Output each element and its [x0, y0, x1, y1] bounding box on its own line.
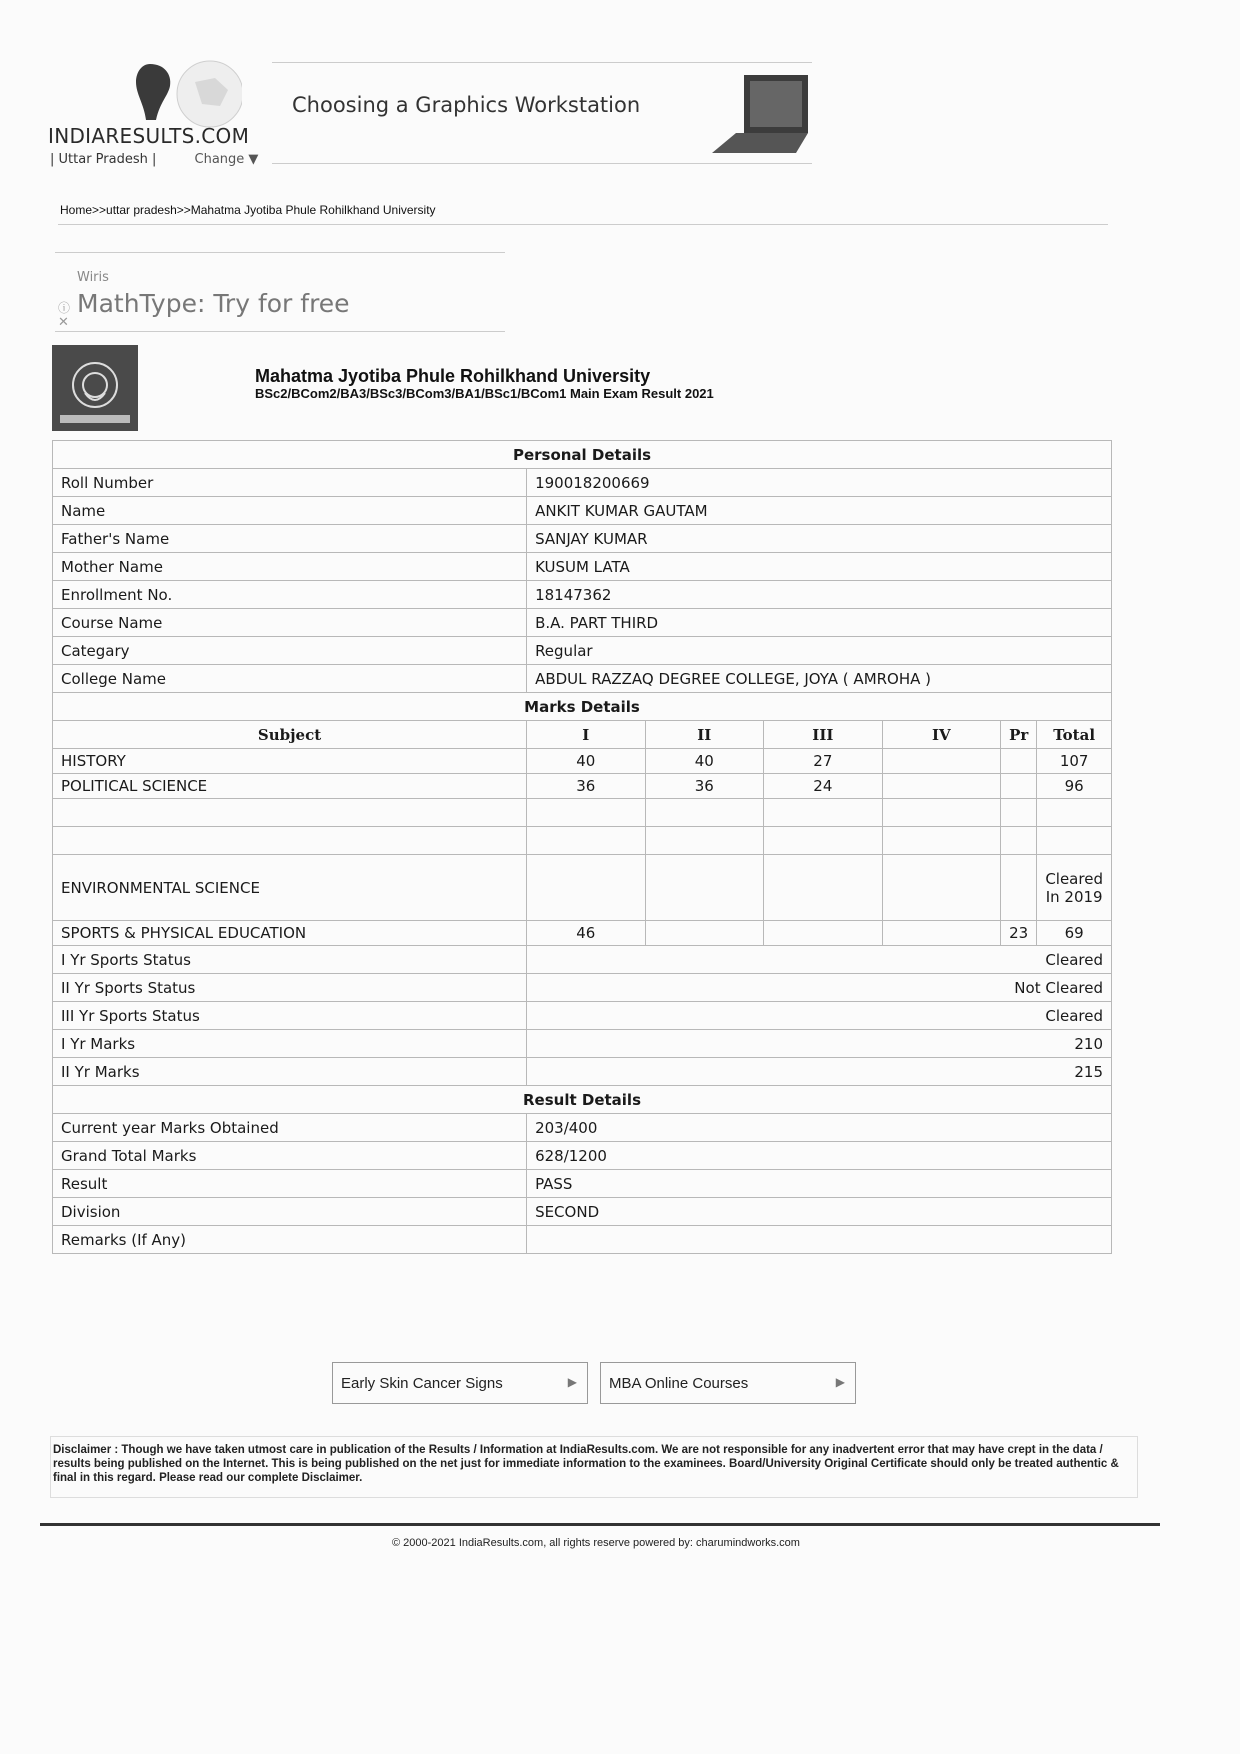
marks-cell [882, 827, 1001, 855]
field-value: KUSUM LATA [527, 553, 1112, 581]
column-header: I [527, 721, 646, 749]
marks-cell: 27 [764, 749, 883, 774]
link-mba-online[interactable] [600, 1362, 856, 1404]
logo-text: INDIARESULTS.COM [48, 124, 250, 148]
status-row [53, 974, 1112, 1002]
ad-banner-text: Choosing a Graphics Workstation [292, 93, 641, 117]
marks-cell [645, 855, 764, 921]
field-label: III Yr Sports Status [53, 1002, 527, 1030]
university-logo-icon [52, 345, 138, 431]
column-header: III [764, 721, 883, 749]
marks-cell [1001, 774, 1037, 799]
field-value: 203/400 [527, 1114, 1112, 1142]
field-label: II Yr Marks [53, 1058, 527, 1086]
ad-title[interactable]: MathType: Try for free [77, 289, 350, 318]
marks-cell [1001, 799, 1037, 827]
field-value: ABDUL RAZZAQ DEGREE COLLEGE, JOYA ( AMROHA ) [527, 665, 1112, 693]
field-label: Division [53, 1198, 527, 1226]
marks-cell [882, 749, 1001, 774]
marks-cell [1001, 827, 1037, 855]
marks-cell [764, 827, 883, 855]
field-value: 215 [527, 1058, 1112, 1086]
marks-cell: 24 [764, 774, 883, 799]
personal-details-heading-row [53, 441, 1112, 469]
marks-cell [1037, 799, 1112, 827]
laptop-icon [692, 69, 812, 157]
field-label: I Yr Marks [53, 1030, 527, 1058]
result-row [53, 1198, 1112, 1226]
field-label: College Name [53, 665, 527, 693]
field-value: 628/1200 [527, 1142, 1112, 1170]
marks-cell [527, 799, 646, 827]
column-header: II [645, 721, 764, 749]
result-details-heading: Result Details [53, 1086, 1112, 1114]
disclaimer [50, 1436, 1138, 1498]
marks-cell [645, 921, 764, 946]
result-table [52, 440, 1112, 1254]
personal-row [53, 497, 1112, 525]
field-label: I Yr Sports Status [53, 946, 527, 974]
field-value: ANKIT KUMAR GAUTAM [527, 497, 1112, 525]
personal-row [53, 469, 1112, 497]
marks-cell [882, 799, 1001, 827]
close-icon[interactable]: ✕ [58, 315, 69, 330]
field-label: Current year Marks Obtained [53, 1114, 527, 1142]
result-row [53, 1114, 1112, 1142]
column-header: IV [882, 721, 1001, 749]
subject-name: ENVIRONMENTAL SCIENCE [53, 855, 527, 921]
field-value: Cleared [527, 1002, 1112, 1030]
footer-copyright: © 2000-2021 IndiaResults.com, all rights reserve powered by: charumindworks.com [392, 1537, 800, 1549]
state-label: | Uttar Pradesh | [50, 152, 157, 167]
status-row [53, 1002, 1112, 1030]
field-label: II Yr Sports Status [53, 974, 527, 1002]
marks-cell [764, 921, 883, 946]
marks-cell [764, 799, 883, 827]
subject-name [53, 799, 527, 827]
marks-cell [645, 827, 764, 855]
ad-mathtype[interactable] [55, 252, 505, 332]
marks-row [53, 749, 1112, 774]
disclaimer-text: Though we have taken utmost care in publication of the Results / Information at IndiaResults.com. We are not responsible for any inadvertent error that may have crept in the data / results being published on the Internet. This is being published on the net just for immediate information to the examinees. Board/University Original Certificate should only be treated authentic & final in this regard. Please read our complete Disclaimer. [53, 1444, 1119, 1484]
university-name: Mahatma Jyotiba Phule Rohilkhand University [255, 366, 651, 386]
empty-row [53, 827, 1112, 855]
personal-row [53, 637, 1112, 665]
field-value: B.A. PART THIRD [527, 609, 1112, 637]
personal-row [53, 665, 1112, 693]
marks-cell [1001, 749, 1037, 774]
marks-cell: 69 [1037, 921, 1112, 946]
field-label: Mother Name [53, 553, 527, 581]
status-row [53, 946, 1112, 974]
empty-row [53, 799, 1112, 827]
result-row [53, 1170, 1112, 1198]
field-label: Enrollment No. [53, 581, 527, 609]
result-row [53, 1226, 1112, 1254]
field-value: SECOND [527, 1198, 1112, 1226]
site-logo[interactable] [48, 58, 259, 168]
marks-cell: 96 [1037, 774, 1112, 799]
personal-row [53, 553, 1112, 581]
marks-row [53, 774, 1112, 799]
field-value: 210 [527, 1030, 1112, 1058]
result-row [53, 1142, 1112, 1170]
link-label: Early Skin Cancer Signs [341, 1375, 503, 1392]
result-details-heading-row [53, 1086, 1112, 1114]
ad-brand: Wiris [77, 270, 109, 285]
link-early-skin-cancer[interactable] [332, 1362, 588, 1404]
play-icon: ▶ [567, 1375, 577, 1389]
field-value: PASS [527, 1170, 1112, 1198]
status-row [53, 1030, 1112, 1058]
field-value: Regular [527, 637, 1112, 665]
marks-header-row [53, 721, 1112, 749]
marks-cell [645, 799, 764, 827]
column-header: Total [1037, 721, 1112, 749]
column-header: Subject [53, 721, 527, 749]
play-icon: ▶ [835, 1375, 845, 1389]
marks-cell: 23 [1001, 921, 1037, 946]
info-icon[interactable]: ⓘ [58, 301, 71, 315]
state-selector [50, 152, 258, 167]
field-label: Course Name [53, 609, 527, 637]
ad-banner[interactable] [272, 62, 812, 164]
marks-details-heading-row [53, 693, 1112, 721]
disclaimer-lead: Disclaimer : [53, 1444, 119, 1456]
marks-cell: 40 [527, 749, 646, 774]
subject-name [53, 827, 527, 855]
marks-cell [882, 774, 1001, 799]
field-value: SANJAY KUMAR [527, 525, 1112, 553]
subject-name: HISTORY [53, 749, 527, 774]
field-value: Cleared [527, 946, 1112, 974]
personal-row [53, 525, 1112, 553]
marks-cell: 36 [527, 774, 646, 799]
footer-divider [40, 1523, 1160, 1526]
change-state-link[interactable]: Change ▼ [194, 152, 259, 167]
field-label: Result [53, 1170, 527, 1198]
personal-details-heading: Personal Details [53, 441, 1112, 469]
personal-row [53, 609, 1112, 637]
marks-cell: 46 [527, 921, 646, 946]
field-label: Categary [53, 637, 527, 665]
marks-cell [882, 855, 1001, 921]
field-value: 18147362 [527, 581, 1112, 609]
marks-row [53, 921, 1112, 946]
column-header: Pr [1001, 721, 1037, 749]
personal-row [53, 581, 1112, 609]
breadcrumb[interactable]: Home>>uttar pradesh>>Mahatma Jyotiba Phule Rohilkhand University [60, 203, 436, 217]
marks-cell: 40 [645, 749, 764, 774]
field-label: Remarks (If Any) [53, 1226, 527, 1254]
marks-cell: 36 [645, 774, 764, 799]
field-value: Not Cleared [527, 974, 1112, 1002]
field-label: Father's Name [53, 525, 527, 553]
marks-row [53, 855, 1112, 921]
marks-cell [527, 827, 646, 855]
field-label: Name [53, 497, 527, 525]
link-label: MBA Online Courses [609, 1375, 749, 1392]
divider [58, 224, 1108, 225]
marks-details-heading: Marks Details [53, 693, 1112, 721]
marks-cell [882, 921, 1001, 946]
marks-cell: Cleared In 2019 [1037, 855, 1112, 921]
marks-cell: 107 [1037, 749, 1112, 774]
logo-emblem-icon [120, 60, 242, 130]
field-value: 190018200669 [527, 469, 1112, 497]
marks-cell [527, 855, 646, 921]
marks-cell [1037, 827, 1112, 855]
subject-name: POLITICAL SCIENCE [53, 774, 527, 799]
marks-cell [764, 855, 883, 921]
field-label: Grand Total Marks [53, 1142, 527, 1170]
field-value [527, 1226, 1112, 1254]
subject-name: SPORTS & PHYSICAL EDUCATION [53, 921, 527, 946]
field-label: Roll Number [53, 469, 527, 497]
exam-title: BSc2/BCom2/BA3/BSc3/BCom3/BA1/BSc1/BCom1 Main Exam Result 2021 [255, 386, 714, 401]
status-row [53, 1058, 1112, 1086]
marks-cell [1001, 855, 1037, 921]
